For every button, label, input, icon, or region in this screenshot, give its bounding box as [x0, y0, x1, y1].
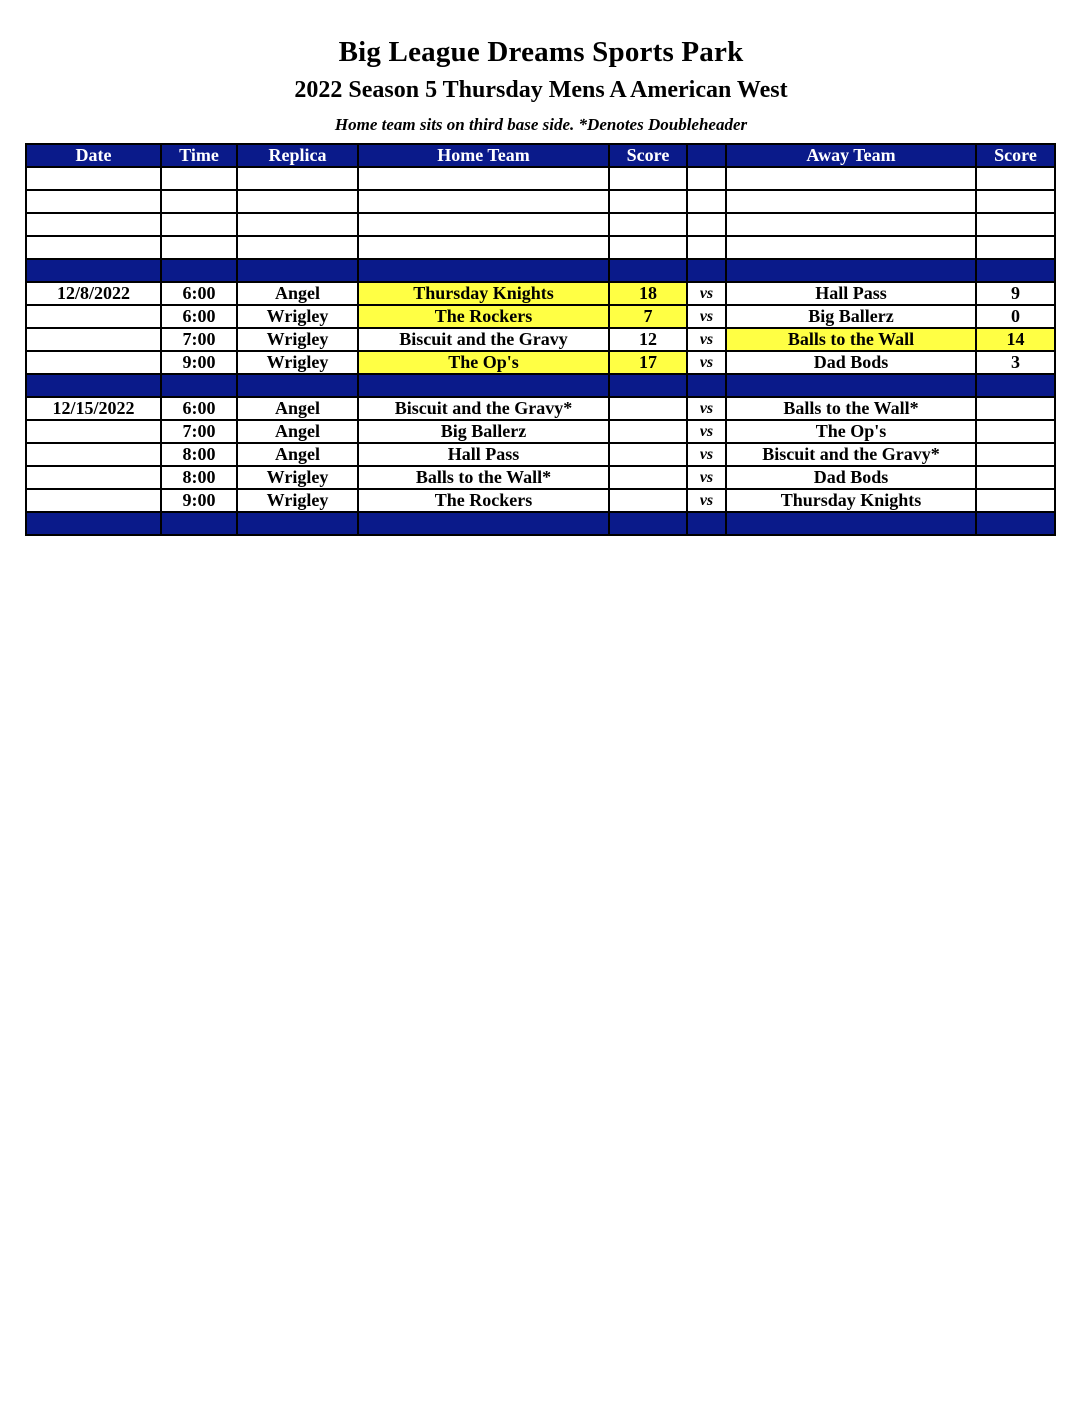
cell-vs: vs [687, 489, 726, 512]
schedule-note: Home team sits on third base side. *Denotes Doubleheader [334, 115, 748, 134]
cell-away-team: Dad Bods [726, 351, 976, 374]
cell-date [26, 443, 161, 466]
cell-away-team: Hall Pass [726, 282, 976, 305]
cell-time: 9:00 [161, 351, 237, 374]
cell-date [26, 305, 161, 328]
cell-away-team: Big Ballerz [726, 305, 976, 328]
schedule-table [25, 143, 1056, 536]
cell-home-score: 17 [609, 351, 687, 374]
cell-home-team: Balls to the Wall* [358, 466, 609, 489]
cell-time: 6:00 [161, 397, 237, 420]
cell-home-team: Biscuit and the Gravy [358, 328, 609, 351]
col-header-time: Time [161, 144, 237, 167]
cell-away-team: The Op's [726, 420, 976, 443]
empty-row [26, 213, 1055, 236]
cell-replica: Angel [237, 443, 358, 466]
cell-time: 9:00 [161, 489, 237, 512]
cell-date: 12/15/2022 [26, 397, 161, 420]
page-subtitle: 2022 Season 5 Thursday Mens A American West [294, 77, 788, 103]
cell-home-team: Biscuit and the Gravy* [358, 397, 609, 420]
table-row [26, 351, 1055, 374]
cell-home-team: Big Ballerz [358, 420, 609, 443]
cell-replica: Wrigley [237, 305, 358, 328]
cell-home-score [609, 443, 687, 466]
col-header-date: Date [26, 144, 161, 167]
table-row [26, 466, 1055, 489]
table-row [26, 489, 1055, 512]
cell-vs: vs [687, 420, 726, 443]
cell-time: 7:00 [161, 328, 237, 351]
cell-replica: Angel [237, 420, 358, 443]
separator-band [26, 512, 1055, 535]
cell-vs: vs [687, 351, 726, 374]
col-header-replica: Replica [237, 144, 358, 167]
table-row [26, 443, 1055, 466]
separator-band [26, 374, 1055, 397]
cell-replica: Wrigley [237, 351, 358, 374]
cell-date [26, 489, 161, 512]
cell-home-score: 12 [609, 328, 687, 351]
cell-away-score [976, 466, 1055, 489]
cell-vs: vs [687, 328, 726, 351]
cell-away-team: Thursday Knights [726, 489, 976, 512]
cell-away-score: 9 [976, 282, 1055, 305]
cell-date [26, 420, 161, 443]
cell-home-score: 18 [609, 282, 687, 305]
cell-date [26, 351, 161, 374]
cell-vs: vs [687, 443, 726, 466]
cell-home-team: Hall Pass [358, 443, 609, 466]
col-header-home-score: Score [609, 144, 687, 167]
empty-row [26, 236, 1055, 259]
cell-vs: vs [687, 466, 726, 489]
cell-home-score [609, 489, 687, 512]
table-row [26, 305, 1055, 328]
cell-away-team: Dad Bods [726, 466, 976, 489]
cell-date: 12/8/2022 [26, 282, 161, 305]
cell-replica: Wrigley [237, 328, 358, 351]
cell-time: 6:00 [161, 305, 237, 328]
cell-replica: Wrigley [237, 466, 358, 489]
cell-home-score [609, 397, 687, 420]
separator-band [26, 259, 1055, 282]
cell-away-team: Balls to the Wall* [726, 397, 976, 420]
cell-time: 8:00 [161, 466, 237, 489]
cell-vs: vs [687, 282, 726, 305]
empty-row [26, 167, 1055, 190]
cell-away-team: Balls to the Wall [726, 328, 976, 351]
col-header-vs [687, 144, 726, 167]
table-row [26, 420, 1055, 443]
cell-replica: Angel [237, 282, 358, 305]
cell-away-score [976, 489, 1055, 512]
table-row [26, 328, 1055, 351]
cell-home-score: 7 [609, 305, 687, 328]
cell-replica: Wrigley [237, 489, 358, 512]
page-title: Big League Dreams Sports Park [338, 36, 744, 68]
cell-away-score: 0 [976, 305, 1055, 328]
cell-time: 6:00 [161, 282, 237, 305]
cell-away-score: 14 [976, 328, 1055, 351]
cell-date [26, 466, 161, 489]
cell-home-team: Thursday Knights [358, 282, 609, 305]
cell-time: 7:00 [161, 420, 237, 443]
cell-home-score [609, 466, 687, 489]
cell-away-team: Biscuit and the Gravy* [726, 443, 976, 466]
cell-home-score [609, 420, 687, 443]
col-header-away-score: Score [976, 144, 1055, 167]
cell-home-team: The Rockers [358, 489, 609, 512]
cell-away-score [976, 443, 1055, 466]
table-row [26, 397, 1055, 420]
cell-replica: Angel [237, 397, 358, 420]
cell-time: 8:00 [161, 443, 237, 466]
cell-date [26, 328, 161, 351]
cell-away-score [976, 397, 1055, 420]
cell-away-score [976, 420, 1055, 443]
col-header-away-team: Away Team [726, 144, 976, 167]
table-row [26, 282, 1055, 305]
header-row [26, 144, 1055, 167]
col-header-home-team: Home Team [358, 144, 609, 167]
cell-vs: vs [687, 305, 726, 328]
cell-home-team: The Op's [358, 351, 609, 374]
cell-away-score: 3 [976, 351, 1055, 374]
cell-vs: vs [687, 397, 726, 420]
cell-home-team: The Rockers [358, 305, 609, 328]
empty-row [26, 190, 1055, 213]
